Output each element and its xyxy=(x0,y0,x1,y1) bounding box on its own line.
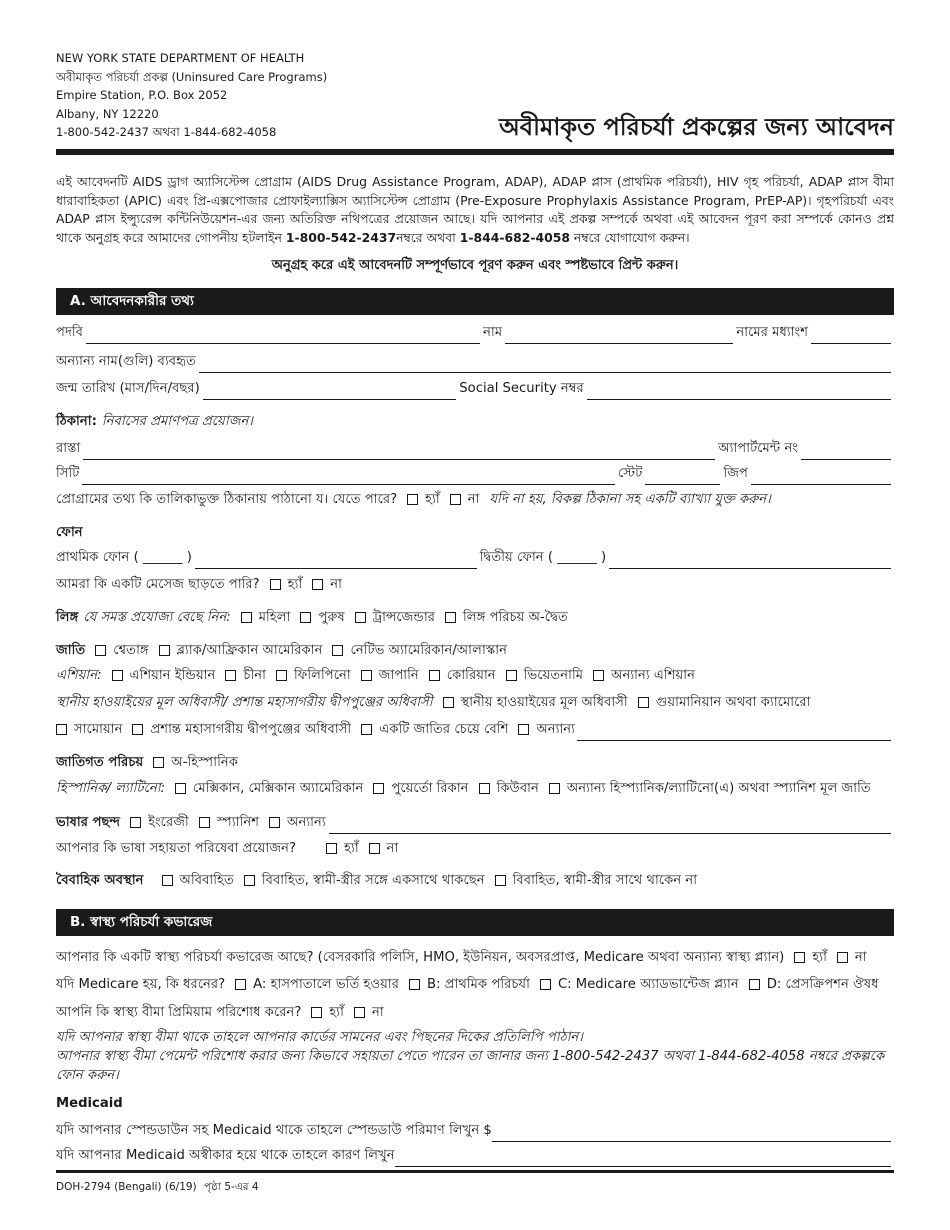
medicare-option: C: Medicare অ্যাডভান্টেজ প্ল্যান xyxy=(557,977,739,992)
coverage-question: আপনার কি একটি স্বাস্থ্য পরিচর্যা কভারেজ আছে? (বেসরকারি পলিসি, HMO, ইউনিয়ন, অবসরপ্রাপ্ত, Medicare অথবা অন্যান্য স্বাস্থ্য প্ল্যান) xyxy=(56,950,785,965)
race-option: শ্বেতাঙ্গ xyxy=(113,643,149,658)
asian-korean-checkbox[interactable] xyxy=(429,670,440,681)
message-no-checkbox[interactable] xyxy=(312,579,323,590)
section-b-header: B. স্বাস্থ্য পরিচর্যা কভারেজ xyxy=(56,909,894,936)
premium-question: আপনি কি স্বাস্থ্য বীমা প্রিমিয়াম পরিশোধ করেন? xyxy=(56,1005,302,1020)
gender-transgender-checkbox[interactable] xyxy=(355,612,366,623)
no-label: না xyxy=(371,1005,384,1020)
asian-label: এশিয়ান: xyxy=(56,668,102,683)
medicaid-heading-row xyxy=(56,1096,894,1111)
single-checkbox[interactable] xyxy=(162,875,173,886)
street-field[interactable] xyxy=(83,445,715,460)
asian-indian-checkbox[interactable] xyxy=(112,670,123,681)
city-field[interactable] xyxy=(82,470,615,485)
language-option: ইংরেজী xyxy=(148,815,189,830)
gender-nonbinary-checkbox[interactable] xyxy=(445,612,456,623)
yes-label: হ্যাঁ xyxy=(287,577,303,592)
asian-filipino-checkbox[interactable] xyxy=(276,670,287,681)
pacific-option: গুয়ামানিয়ান অথবা ক্যামোরো xyxy=(655,695,811,710)
first-name-label: নাম xyxy=(483,325,503,340)
asian-option: চীনা xyxy=(243,668,266,683)
primary-phone-label: প্রাথমিক ফোন ( ______ ) xyxy=(56,550,192,565)
agency-line: Empire Station, P.O. Box 2052 xyxy=(56,88,228,102)
medicaid-denied-field[interactable] xyxy=(395,1152,891,1167)
address-label: ঠিকানা: xyxy=(56,414,97,429)
asian-row xyxy=(56,665,894,687)
pacific-option: একটি জাতির চেয়ে বেশি xyxy=(379,722,509,737)
asian-option: ফিলিপিনো xyxy=(294,668,351,683)
pacific-islander-checkbox[interactable] xyxy=(132,724,143,735)
ethnicity-option: অ-হিস্পানিক xyxy=(171,755,238,770)
asian-other-checkbox[interactable] xyxy=(593,670,604,681)
medicare-b-checkbox[interactable] xyxy=(409,979,420,990)
ethnicity-row xyxy=(56,752,894,774)
state-label: স্টেট xyxy=(617,466,643,481)
medicare-option: A: হাসপাতালে ভর্তি হওয়ার xyxy=(253,977,400,992)
footer xyxy=(56,1180,259,1197)
other-hispanic-checkbox[interactable] xyxy=(549,783,560,794)
phone-heading-row xyxy=(56,522,894,544)
other-names-label: অন্যান্য নাম(গুলি) ব্যবহৃত xyxy=(56,354,196,369)
mail-no-checkbox[interactable] xyxy=(450,494,461,505)
intro-paragraph xyxy=(56,173,894,247)
marital-label: বৈবাহিক অবস্থান xyxy=(56,873,144,888)
ethnicity-label: জাতিগত পরিচয় xyxy=(56,755,144,770)
asian-option: ভিয়েতনামি xyxy=(523,668,584,683)
native-hawaiian-checkbox[interactable] xyxy=(443,697,454,708)
agency-address xyxy=(56,49,327,142)
premium-help-note: আপনার স্বাস্থ্য বীমা পেমেন্ট পরিশোধ করার জন্য কিভাবে সহায়তা পেতে পারেন তা জানার জন্য 1-800-542-2437 অথবা 1-844-682-4058 নম্বরে প্রকল্পকে ফোন করুন। xyxy=(56,1049,885,1083)
zip-label: জিপ xyxy=(723,466,748,481)
interpreter-row xyxy=(56,838,894,860)
message-question: আমরা কি একটি মেসেজ ছাড়তে পারি? xyxy=(56,577,260,592)
phone-heading: ফোন xyxy=(56,525,83,540)
interpreter-yes-checkbox[interactable] xyxy=(326,843,337,854)
mexican-checkbox[interactable] xyxy=(175,783,186,794)
no-label: না xyxy=(386,841,399,856)
gender-male-checkbox[interactable] xyxy=(300,612,311,623)
intro-text-c: নম্বরে যোগাযোগ করুন। xyxy=(569,229,690,245)
asian-option: কোরিয়ান xyxy=(446,668,496,683)
secondary-phone-label: দ্বিতীয় ফোন ( ______ ) xyxy=(479,550,607,565)
english-checkbox[interactable] xyxy=(130,817,141,828)
dob-ssn-row xyxy=(56,378,894,400)
yes-label: হ্যাঁ xyxy=(329,1005,344,1020)
hispanic-option: মেক্সিকান, মেক্সিকান অ্যামেরিকান xyxy=(193,781,364,796)
married-apart-checkbox[interactable] xyxy=(495,875,506,886)
print-instruction: অনুগ্রহ করে এই আবেদনটি সম্পূর্ণভাবে পূরণ করুন এবং স্পষ্টভাবে প্রিন্ট করুন। xyxy=(271,258,679,273)
no-label: না xyxy=(854,950,867,965)
race-black-checkbox[interactable] xyxy=(159,645,170,656)
medicare-option: B: প্রাথমিক পরিচর্যা xyxy=(427,977,530,992)
race-native-american-checkbox[interactable] xyxy=(332,645,343,656)
gender-female-checkbox[interactable] xyxy=(241,612,252,623)
ssn-field[interactable] xyxy=(587,385,891,400)
hispanic-label: হিস্পানিক/ ল্যাটিনো: xyxy=(56,781,166,796)
pacific-row xyxy=(56,692,894,714)
agency-line: 1-800-542-2437 অথবা 1-844-682-4058 xyxy=(56,125,277,139)
race-other-field[interactable] xyxy=(577,726,891,741)
mail-note: যদি না হয়, বিকল্প ঠিকানা সহ একটি ব্যাখ্যা যুক্ত করুন। xyxy=(489,492,771,507)
marital-option: অবিবাহিত xyxy=(179,873,234,888)
middle-initial-label: নামের মধ্যাংশ xyxy=(736,325,808,340)
spanish-checkbox[interactable] xyxy=(199,817,210,828)
apartment-field[interactable] xyxy=(801,445,891,460)
gender-note: যে সমস্ত প্রযোজ্য বেছে নিন: xyxy=(83,610,231,625)
secondary-phone-field[interactable] xyxy=(609,554,891,569)
pacific-row-2 xyxy=(56,719,894,741)
other-names-row xyxy=(56,351,894,373)
medicare-row xyxy=(56,974,894,996)
gender-label: লিঙ্গ xyxy=(56,610,79,625)
hotline-number-1: 1-800-542-2437 xyxy=(285,229,397,245)
intro-text-a: এই আবেদনটি AIDS ড্রাগ অ্যাসিস্টেন্স প্রোগ্রাম (AIDS Drug Assistance Program, ADAP), ADAP প্লাস (প্রাথমিক পরিচর্যা), HIV গৃহ পরিচর্যা, ADAP প্লাস বীমা ধারাবাহিকতা (APIC) এবং প্রি-এক্সপোজার প্রোফাইল্যাক্সিস অ্যাসিস্টেন্স প্রোগ্রাম (Pre-Exposure Prophylaxis Assistance Program, PrEP-AP)। গৃহপরিচর্যা এবং ADAP প্লাস ইন্স্যুরেন্স কন্টিনিউয়েশন-এর জন্য অতিরিক্ত নথিপত্রের প্রয়োজন আছে। যদি আপনার এই প্রকল্প সম্পর্কে অথবা এই আবেদন পূরণ করা সম্পর্কে কোনও প্রশ্ন থাকে অনুগ্রহ করে আমাদের গোপনীয় হটলাইন xyxy=(56,174,894,245)
language-row xyxy=(56,812,894,834)
name-row xyxy=(56,322,894,344)
other-names-field[interactable] xyxy=(199,358,891,373)
pacific-option: সামোয়ান xyxy=(74,722,123,737)
puerto-rican-checkbox[interactable] xyxy=(373,783,384,794)
intro-text-b: নম্বরে অথবা xyxy=(396,229,460,245)
yes-label: হ্যাঁ xyxy=(344,841,359,856)
spenddown-field[interactable] xyxy=(492,1127,891,1142)
dob-label: জন্ম তারিখ (মাস/দিন/বছর) xyxy=(56,381,200,396)
hispanic-option: পুয়ের্তো রিকান xyxy=(391,781,469,796)
pacific-option: প্রশান্ত মহাসাগরীয় দ্বীপপুঞ্জের অধিবাসী xyxy=(150,722,352,737)
asian-vietnamese-checkbox[interactable] xyxy=(506,670,517,681)
premium-no-checkbox[interactable] xyxy=(354,1007,365,1018)
mail-yes-checkbox[interactable] xyxy=(407,494,418,505)
marital-option: বিবাহিত, স্বামী-স্ত্রীর সঙ্গে একসাথে থাকছেন xyxy=(261,873,485,888)
hispanic-row xyxy=(56,778,894,800)
ssn-label: Social Security নম্বর xyxy=(459,381,584,396)
multiracial-checkbox[interactable] xyxy=(361,724,372,735)
middle-initial-field[interactable] xyxy=(811,329,891,344)
medicaid-denied-label: যদি আপনার Medicaid অস্বীকার হয়ে থাকে তাহলে কারণ লিখুন xyxy=(56,1148,395,1163)
race-option: ব্ল্যাক/আফ্রিকান আমেরিকান xyxy=(176,643,323,658)
zip-field[interactable] xyxy=(751,470,891,485)
race-row xyxy=(56,640,894,662)
no-label: না xyxy=(330,577,342,592)
medicare-c-checkbox[interactable] xyxy=(540,979,551,990)
asian-option: অন্যান্য এশিয়ান xyxy=(611,668,695,683)
spenddown-label: যদি আপনার স্পেন্ডডাউন সহ Medicaid থাকে তাহলে স্পেন্ডডাউ পরিমাণ লিখুন $ xyxy=(56,1123,492,1138)
pacific-label: স্থানীয় হাওয়াইয়ের মূল অধিবাসী/ প্রশান্ত মহাসাগরীয় দ্বীপপুঞ্জের অধিবাসী xyxy=(56,695,433,710)
document-title: অবীমাকৃত পরিচর্যা প্রকল্পের জন্য আবেদন xyxy=(499,113,894,141)
language-option: স্প্যানিশ xyxy=(216,815,260,830)
gender-option: মহিলা xyxy=(258,610,291,625)
surname-label: পদবি xyxy=(56,325,83,340)
language-other-checkbox[interactable] xyxy=(269,817,280,828)
street-row xyxy=(56,438,894,460)
medicare-question: যদি Medicare হয়, কি ধরনের? xyxy=(56,977,226,992)
address-note: নিবাসের প্রমাণপত্র প্রয়োজন। xyxy=(101,414,254,429)
premium-yes-checkbox[interactable] xyxy=(311,1007,322,1018)
language-option: অন্যান্য xyxy=(287,815,326,830)
race-label: জাতি xyxy=(56,643,86,658)
interpreter-no-checkbox[interactable] xyxy=(369,843,380,854)
phone-row xyxy=(56,547,894,569)
race-white-checkbox[interactable] xyxy=(95,645,106,656)
samoan-checkbox[interactable] xyxy=(56,724,67,735)
apartment-label: অ্যাপার্টমেন্ট নং xyxy=(718,441,798,456)
header xyxy=(56,49,894,149)
mail-question: প্রোগ্রামের তথ্য কি তালিকাভুক্ত ঠিকানায় পাঠানো য। যেতে পারে? xyxy=(56,492,398,507)
asian-chinese-checkbox[interactable] xyxy=(225,670,236,681)
medicare-d-checkbox[interactable] xyxy=(749,979,760,990)
coverage-yes-checkbox[interactable] xyxy=(794,952,805,963)
state-field[interactable] xyxy=(645,470,720,485)
medicare-option: D: প্রেসক্রিপশন ঔষধ xyxy=(766,977,879,992)
coverage-no-checkbox[interactable] xyxy=(837,952,848,963)
medicaid-heading: Medicaid xyxy=(56,1096,123,1111)
mail-consent-row xyxy=(56,489,894,511)
gender-row xyxy=(56,607,894,629)
language-label: ভাষার পছন্দ xyxy=(56,815,121,830)
interpreter-question: আপনার কি ভাষা সহায়তা পরিষেবা প্রয়োজন? xyxy=(56,841,297,856)
agency-line: NEW YORK STATE DEPARTMENT OF HEALTH xyxy=(56,51,305,65)
medicaid-denied-row xyxy=(56,1145,894,1167)
race-option: নেটিভ অ্যামেরিকান/আলাস্কান xyxy=(350,643,507,658)
form-id: DOH-2794 (Bengali) (6/19) xyxy=(56,1181,197,1193)
asian-option: জাপানি xyxy=(378,668,419,683)
pacific-option: স্থানীয় হাওয়াইয়ের মূল অধিবাসী xyxy=(460,695,628,710)
gender-option: লিঙ্গ পরিচয় অ-দ্বৈত xyxy=(463,610,568,625)
footer-divider xyxy=(56,1170,894,1173)
primary-phone-field[interactable] xyxy=(195,554,477,569)
gender-option: পুরুষ xyxy=(318,610,345,625)
pacific-option: অন্যান্য xyxy=(536,722,575,737)
section-a-header: A. আবেদনকারীর তথ্য xyxy=(56,288,894,315)
gender-option: ট্রান্সজেন্ডার xyxy=(372,610,436,625)
message-yes-checkbox[interactable] xyxy=(270,579,281,590)
agency-line: Albany, NY 12220 xyxy=(56,106,159,121)
message-row xyxy=(56,574,894,596)
yes-label: হ্যাঁ xyxy=(425,492,440,507)
first-name-field[interactable] xyxy=(505,329,733,344)
cuban-checkbox[interactable] xyxy=(479,783,490,794)
hispanic-option: কিউবান xyxy=(496,781,539,796)
guamanian-checkbox[interactable] xyxy=(638,697,649,708)
dob-field[interactable] xyxy=(203,385,457,400)
header-divider xyxy=(56,149,894,155)
agency-line: অবীমাকৃত পরিচর্যা প্রকল্প (Uninsured Care Programs) xyxy=(56,69,328,84)
marital-row xyxy=(56,870,894,892)
language-other-field[interactable] xyxy=(329,819,891,834)
married-together-checkbox[interactable] xyxy=(244,875,255,886)
no-label: না xyxy=(467,492,480,507)
page-number: পৃষ্ঠা 5-এর 4 xyxy=(204,1181,259,1193)
address-heading-row xyxy=(56,411,894,433)
spenddown-row xyxy=(56,1120,894,1142)
premium-row xyxy=(56,1002,894,1024)
asian-option: এশিয়ান ইন্ডিয়ান xyxy=(129,668,216,683)
medicare-a-checkbox[interactable] xyxy=(235,979,246,990)
city-label: সিটি xyxy=(56,466,80,481)
city-row xyxy=(56,463,894,485)
insurance-card-note: যদি আপনার স্বাস্থ্য বীমা থাকে তাহলে আপনার কার্ডের সামনের এবং পিছনের দিকের প্রতিলিপি পাঠান। xyxy=(56,1030,584,1045)
asian-japanese-checkbox[interactable] xyxy=(361,670,372,681)
surname-field[interactable] xyxy=(86,329,480,344)
street-label: রাস্তা xyxy=(56,441,81,456)
yes-label: হ্যাঁ xyxy=(812,950,827,965)
coverage-row xyxy=(56,947,894,969)
hotline-number-2: 1-844-682-4058 xyxy=(459,229,570,245)
non-hispanic-checkbox[interactable] xyxy=(153,757,164,768)
marital-option: বিবাহিত, স্বামী-স্ত্রীর সাথে থাকেন না xyxy=(512,873,698,888)
race-other-checkbox[interactable] xyxy=(518,724,529,735)
application-page xyxy=(56,0,894,1230)
hispanic-option: অন্যান্য হিস্প্যানিক/ল্যাটিনো(এ) অথবা স্প্যানিশ মূল জাতি xyxy=(566,781,871,796)
